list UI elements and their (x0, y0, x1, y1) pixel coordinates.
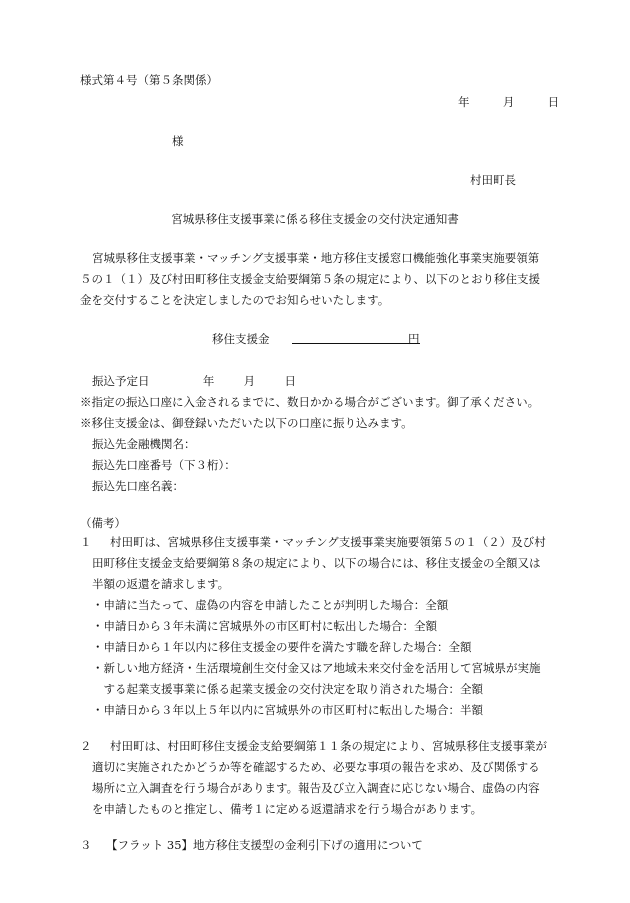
remark-number: １ (80, 535, 92, 549)
account-holder-label: 振込先口座名義： (92, 479, 184, 493)
date-year: 年 (458, 95, 470, 109)
date-day: 日 (547, 95, 560, 109)
remark-bullet: ・申請日から３年未満に宮城県外の市区町村に転出した場合：全額 (92, 619, 437, 633)
transfer-schedule (92, 373, 296, 389)
remark-line: 村田町は、村田町移住支援金支給要綱第１１条の規定により、宮城県移住支援事業が (110, 739, 547, 753)
intro-line: 宮城県移住支援事業・マッチング支援事業・地方移住支援窓口機能強化事業実施要領第 (92, 251, 540, 265)
intro-line: 金を交付することを決定しましたのでお知らせいたします。 (80, 293, 390, 307)
remark-line: を申請したものと推定し、備考１に定める返還請求を行う場合があります。 (92, 802, 483, 816)
date-line (458, 94, 559, 110)
remark-number: ３ (80, 838, 92, 852)
remark-line: 田町移住支援金支給要綱第８条の規定により、以下の場合には、移住支援金の全額又は (92, 556, 541, 570)
remark-bullet: ・申請日から３年以上５年以内に宮城県外の市区町村に転出した場合：半額 (92, 703, 483, 717)
account-number-label: 振込先口座番号（下３桁）： (92, 458, 236, 472)
remark-bullet: ・申請日から１年以内に移住支援金の要件を満たす職を辞した場合：全額 (92, 640, 472, 654)
intro-line: ５の１（１）及び村田町移住支援金支給要綱第５条の規定により、以下のとおり移住支援 (80, 272, 540, 286)
remark-line: 村田町は、宮城県移住支援事業・マッチング支援事業実施要領第５の１（２）及び村 (110, 535, 546, 549)
amount-label: 移住支援金 (212, 332, 270, 346)
addressee-suffix: 様 (172, 134, 184, 148)
remarks-heading: （備考） (80, 516, 126, 530)
remark-line: 【フラット 35】地方移住支援型の金利引下げの適用について (106, 838, 423, 852)
remark-bullet: ・新しい地方経済・生活環境創生交付金又はア地域未来交付金を活用して宮城県が実施 (92, 661, 541, 675)
document-title: 宮城県移住支援事業に係る移住支援金の交付決定通知書 (171, 212, 459, 226)
transfer-month: 月 (243, 374, 256, 388)
transfer-schedule-label: 振込予定日 (92, 374, 150, 388)
remark-number: ２ (80, 739, 92, 753)
form-label: 様式第４号（第５条関係） (80, 73, 218, 87)
transfer-day: 日 (284, 374, 296, 388)
bank-name-label: 振込先金融機関名： (92, 437, 196, 451)
transfer-year: 年 (202, 374, 215, 388)
amount-blank-line (292, 343, 420, 344)
remark-bullet: する起業支援事業に係る起業支援金の交付決定を取り消された場合：全額 (92, 682, 483, 696)
sender-name: 村田町長 (470, 173, 516, 187)
date-month: 月 (502, 95, 515, 109)
remark-line: 場所に立入調査を行う場合があります。報告及び立入調査に応じない場合、虚偽の内容 (92, 781, 540, 795)
transfer-note: ※移住支援金は、御登録いただいた以下の口座に振り込みます。 (80, 416, 413, 430)
remark-bullet: ・申請に当たって、虚偽の内容を申請したことが判明した場合：全額 (92, 598, 449, 612)
amount-unit: 円 (408, 332, 420, 346)
remark-line: 適切に実施されたかどうか等を確認するため、必要な事項の報告を求め、及び関係する (92, 760, 540, 774)
transfer-note: ※指定の振込口座に入金されるまでに、数日かかる場合がございます。御了承ください。 (80, 395, 540, 409)
remark-line: 半額の返還を請求します。 (92, 577, 230, 591)
